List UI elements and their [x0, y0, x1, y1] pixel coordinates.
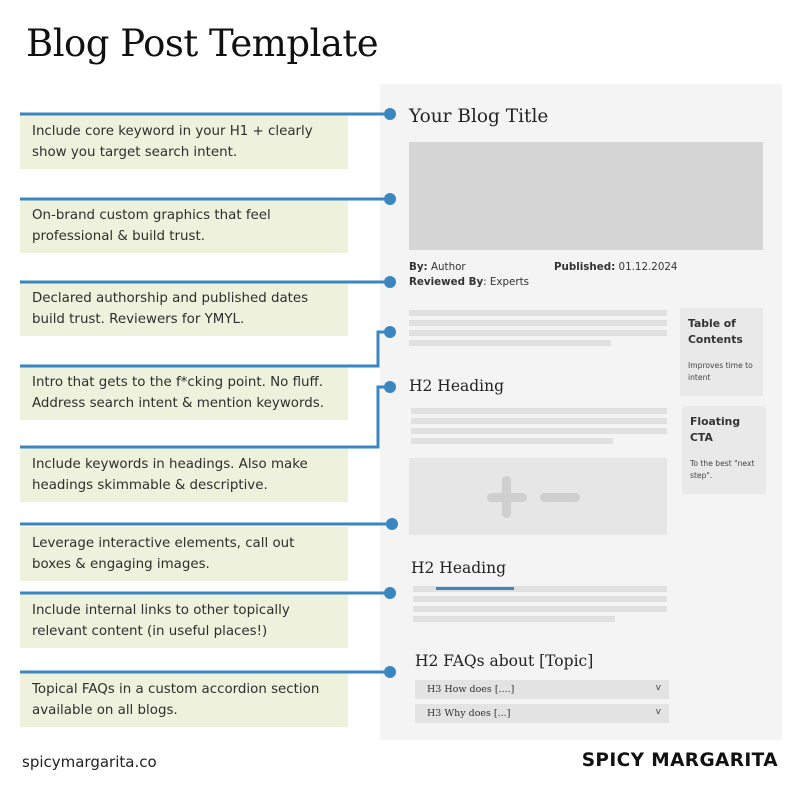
table-of-contents-box[interactable] — [680, 308, 763, 396]
footer-url[interactable]: spicymargarita.co — [22, 753, 157, 771]
faq-accordion-item[interactable]: H3 How does [....] v — [415, 680, 669, 699]
hero-image-placeholder — [409, 142, 763, 250]
plus-icon-vertical — [502, 476, 511, 518]
body-text-line — [413, 596, 667, 602]
toc-title: Table of Contents — [688, 317, 743, 346]
h2-heading-second: H2 Heading — [411, 559, 507, 577]
byline-reviewer: Reviewed By: Experts — [409, 276, 530, 288]
faq-accordion-item[interactable]: H3 Why does [...] v — [415, 704, 669, 723]
page-title: Blog Post Template — [26, 22, 379, 65]
byline-author: By: Author — [409, 261, 466, 273]
intro-text-line — [409, 310, 667, 316]
h2-faq-heading: H2 FAQs about [Topic] — [415, 652, 594, 670]
connector-intro — [20, 332, 390, 366]
h2-heading-first: H2 Heading — [409, 377, 505, 395]
body-text-line — [413, 606, 667, 612]
annotation-headings: Include keywords in headings. Also make headings skimmable & descriptive. — [20, 448, 348, 502]
intro-text-line — [409, 320, 667, 326]
body-text-line — [411, 408, 667, 414]
annotation-graphics: On-brand custom graphics that feel professional & build trust. — [20, 199, 348, 253]
annotation-internal-links: Include internal links to other topically relevant content (in useful places!) — [20, 594, 348, 648]
cta-subtitle: To the best "next step". — [690, 459, 755, 480]
cta-title: Floating CTA — [690, 415, 741, 444]
annotation-authorship: Declared authorship and published dates build trust. Reviewers for YMYL. — [20, 282, 348, 336]
internal-link-underline[interactable] — [436, 587, 514, 590]
floating-cta-box[interactable] — [682, 406, 766, 494]
toc-subtitle: Improves time to intent — [688, 361, 753, 382]
intro-text-line — [409, 340, 611, 346]
chevron-down-icon[interactable]: v — [655, 683, 661, 693]
interactive-media-placeholder — [409, 458, 667, 535]
annotation-interactive: Leverage interactive elements, call out boxes & engaging images. — [20, 527, 348, 581]
annotation-h1: Include core keyword in your H1 + clearly show you target search intent. — [20, 115, 348, 169]
intro-text-line — [409, 330, 667, 336]
chevron-down-icon[interactable]: v — [655, 707, 661, 717]
body-text-line — [411, 418, 667, 424]
brand-logo: SPICY MARGARITA — [581, 750, 778, 771]
body-text-line — [411, 438, 613, 444]
byline-published: Published: 01.12.2024 — [554, 261, 678, 273]
annotation-faqs: Topical FAQs in a custom accordion section available on all blogs. — [20, 673, 348, 727]
blog-title: Your Blog Title — [409, 106, 549, 127]
annotation-intro: Intro that gets to the f*cking point. No fluff. Address search intent & mention keywords. — [20, 366, 348, 420]
minus-icon — [540, 493, 580, 502]
body-text-line — [411, 428, 667, 434]
body-text-line — [413, 616, 615, 622]
